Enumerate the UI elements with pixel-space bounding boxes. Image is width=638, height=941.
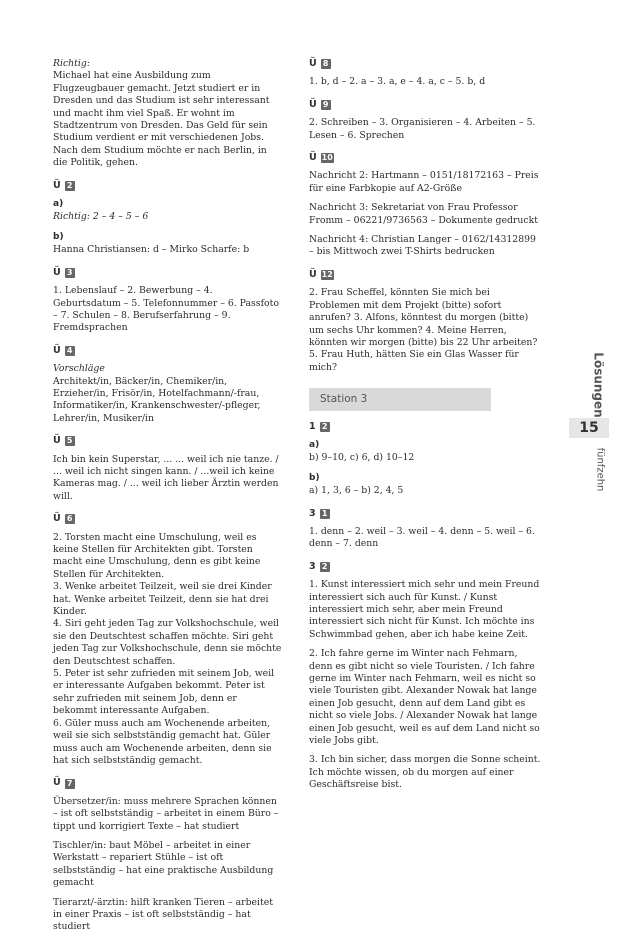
- answer-item: Nachricht 2: Hartmann – 0151/18172163 – Preis für eine Farbkopie auf A2-Größe: [309, 170, 539, 194]
- exercise-number-badge: 6: [65, 514, 75, 524]
- exercise-heading-u6: Ü 6: [53, 513, 283, 525]
- answer-item: 3. Ich bin sicher, dass morgen die Sonne scheint. Ich möchte wissen, ob du morgen auf einer Geschäftsreise bist.: [309, 754, 541, 791]
- exercise-heading-u4: Ü 4: [53, 345, 283, 357]
- answer-item: Nachricht 3: Sekretariat von Frau Professor Fromm – 06221/9736563 – Dokumente gedruckt: [309, 202, 538, 226]
- exercise-heading-u5: Ü 5: [53, 435, 283, 447]
- exercise-number-badge: 12: [321, 270, 333, 280]
- exercise-number-badge: 9: [321, 100, 331, 110]
- part-label: b): [53, 231, 64, 242]
- answer-item: Tischler/in: baut Möbel – arbeitet in einer Werkstatt – repariert Stühle – ist oft selbstständig – hat eine praktische Ausbildung gemacht: [53, 839, 274, 889]
- exercise-number-badge: 2: [320, 422, 330, 432]
- answer-text: b) 9–10, c) 6, d) 10–12: [309, 452, 415, 464]
- right-column: [309, 58, 543, 799]
- answer-text: 1. denn – 2. weil – 3. weil – 4. denn – 5. weil – 6. denn – 7. denn: [309, 525, 535, 550]
- richtig-text: Michael hat eine Ausbildung zum Flugzeugbauer gemacht. Jetzt studiert er in Dresden und das Studium ist sehr interessant und macht ihm viel Spaß. Er wohnt im Stadtzentrum von Dresden. Das Geld für sein Studium verdient er mit verschiedenen Jobs. Nach dem Studium möchte er nach Berlin, in die Politik, gehen.: [53, 70, 270, 169]
- exercise-heading-station-3-2: 3 2: [309, 561, 543, 573]
- exercise-heading-u7: Ü 7: [53, 777, 283, 789]
- answer-item: Nachricht 4: Christian Langer – 0162/14312899 – bis Mittwoch zwei T-Shirts bedrucken: [309, 234, 536, 258]
- answer-text: 2. Schreiben – 3. Organisieren – 4. Arbeiten – 5. Lesen – 6. Sprechen: [309, 117, 536, 141]
- answer-text: 1. Lebenslauf – 2. Bewerbung – 4. Geburtsdatum – 5. Telefonnummer – 6. Passfoto – 7. Schulen – 8. Berufserfahrung – 9. Fremdsprachen: [53, 285, 279, 334]
- exercise-heading-u10: Ü 10: [309, 152, 333, 164]
- answer-text: 1. b, d – 2. a – 3. a, e – 4. a, c – 5. b, d: [309, 76, 486, 88]
- exercise-heading-u9: Ü 9: [309, 99, 543, 111]
- exercise-heading-u3: Ü 3: [53, 267, 283, 279]
- answer-item: Übersetzer/in: muss mehrere Sprachen können – ist oft selbstständig – arbeitet in einem Büro – tippt und korrigiert Texte – hat studiert: [53, 795, 279, 832]
- answer-item: 2. Torsten macht eine Umschulung, weil es keine Stellen für Architekten gibt. Torsten macht eine Umschulung, denn es gibt keine Stellen für Architekten.: [53, 531, 261, 580]
- part-label: a): [309, 439, 320, 450]
- section-label-loesungen: Lösungen: [591, 352, 606, 418]
- exercise-number-badge: 2: [65, 181, 75, 191]
- exercise-number-badge: 4: [65, 346, 75, 356]
- page-number-word: fünfzehn: [594, 447, 606, 492]
- vorschlaege-label: Vorschläge: [53, 363, 105, 375]
- answer-item: Tierarzt/-ärztin: hilft kranken Tieren – arbeitet in einer Praxis – ist oft selbstständig – hat studiert: [53, 896, 273, 933]
- exercise-number-badge: 5: [65, 436, 75, 446]
- station-header: Station 3: [309, 388, 491, 410]
- exercise-number-badge: 8: [321, 59, 331, 69]
- answer-text: Architekt/in, Bäcker/in, Chemiker/in, Erzieher/in, Frisör/in, Hotelfachmann/-frau, Informatiker/in, Krankenschwester/-pfleger, Lehrer/in, Musiker/in: [53, 375, 261, 424]
- richtig-label: Richtig:: [53, 58, 90, 69]
- left-column: [53, 58, 283, 941]
- answer-block: [53, 363, 283, 425]
- exercise-heading-u12: Ü 12: [309, 268, 333, 280]
- exercise-heading-station-1-2: 1 2: [309, 421, 543, 433]
- part-label: b): [309, 472, 320, 483]
- exercise-heading-u8: Ü 8: [309, 58, 543, 70]
- richtig-block: [53, 58, 283, 170]
- answer-text: Hanna Christiansen: d – Mirko Scharfe: b: [53, 244, 250, 256]
- answer-item: 5. Peter ist sehr zufrieden mit seinem Job, weil er interessante Aufgaben bekommt. Peter ist sehr zufrieden mit seinem Job, denn er bekommt interessante Aufgaben.: [53, 668, 275, 717]
- answer-text: Ich bin kein Superstar, ... ... weil ich nie tanze. / ... weil ich nicht singen kann. / ...weil ich keine Kameras mag. / ... weil ich lieber Ärztin werden will.: [53, 453, 279, 502]
- answer-text: a) 1, 3, 6 – b) 2, 4, 5: [309, 485, 404, 497]
- exercise-number-badge: 7: [65, 779, 75, 789]
- exercise-number-badge: 2: [320, 562, 330, 572]
- exercise-number-badge: 3: [65, 268, 75, 278]
- exercise-number-badge: 1: [320, 509, 330, 519]
- exercise-number-badge: 10: [321, 153, 333, 163]
- answer-item: 1. Kunst interessiert mich sehr und mein Freund interessiert sich auch für Kunst. / Kunst interessiert mich sehr, aber mein Freund interessiert sich nicht für Kunst. Ich möchte ins Schwimmbad gehen, aber ich habe keine Zeit.: [309, 579, 540, 640]
- exercise-heading-station-3-1: 3 1: [309, 508, 543, 520]
- exercise-heading-u2: Ü 2: [53, 180, 283, 192]
- answer-text: 2. Frau Scheffel, könnten Sie mich bei Problemen mit dem Projekt (bitte) sofort anrufen? 3. Alfons, könntest du morgen (bitte) um sechs Uhr kommen? 4. Meine Herren, könnten wir morgen (bitte) bis 22 Uhr arbeiten? 5. Frau Huth, hätten Sie ein Glas Wasser für mich?: [309, 287, 538, 373]
- part-label: a): [53, 199, 64, 210]
- answer-item: 2. Ich fahre gerne im Winter nach Fehmarn, denn es gibt nicht so viele Touristen. / Ich fahre gerne im Winter nach Fehmarn, weil es nicht so viele Touristen gibt. Alexander Nowak hat lange einen Job gesucht, denn auf dem Land gibt es nicht so viele Jobs. / Alexander Nowak hat lange einen Job gesucht, weil es auf dem Land nicht so viele Jobs gibt.: [309, 648, 540, 747]
- page-number: 15: [569, 418, 609, 438]
- answer-item: 4. Siri geht jeden Tag zur Volkshochschule, weil sie den Deutschtest schaffen möchte. Siri geht jeden Tag zur Volkshochschule, denn sie möchte den Deutschtest schaffen.: [53, 618, 282, 667]
- answer-text: Richtig: 2 – 4 – 5 – 6: [53, 211, 149, 223]
- answer-item: 3. Wenke arbeitet Teilzeit, weil sie drei Kinder hat. Wenke arbeitet Teilzeit, denn sie hat drei Kinder.: [53, 581, 272, 618]
- answer-item: 6. Güler muss auch am Wochenende arbeiten, weil sie sich selbstständig gemacht hat. Güler muss auch am Wochenende arbeiten, denn sie hat sich selbstständig gemacht.: [53, 717, 272, 766]
